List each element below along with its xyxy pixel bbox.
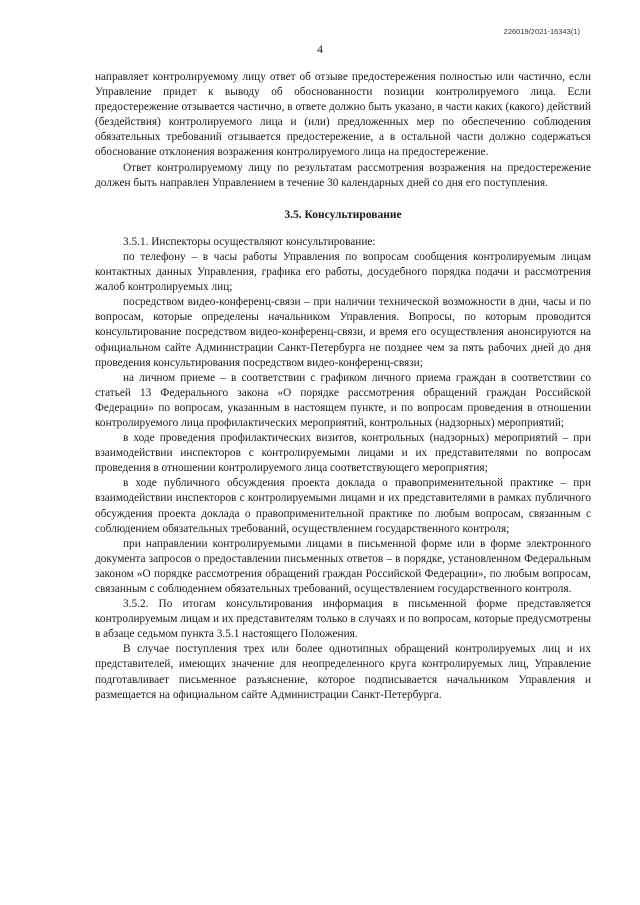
document-registration-number: 226019/2021-16343(1) bbox=[503, 27, 580, 36]
document-body bbox=[95, 70, 591, 703]
paragraph-video-conference: посредством видео-конференц-связи – при наличии технической возможности в дни, часы и по вопросам, которые определены начальником Управления. Вопросы, по которым проводится консультирование посредством видео-конференц-связи, и время его осуществления анонсируются на официальном сайте Администрации Санкт-Петербурга не позднее чем за пять рабочих дней до дня проведения консультирования посредством видео-конференц-связи; bbox=[95, 296, 591, 369]
paragraph-intro-continuation: направляет контролируемому лицу ответ об отзыве предостережения полностью или частично, если Управление придет к выводу об обоснованности позиции контролируемого лица. Если предостережение отзывается частично, в ответе должно быть указано, в части каких (какого) действий (бездействия) контролируемого лица и (или) предложенных мер по обеспечению соблюдения обязательных требований отзывается предостережение, а в остальной части должно содержаться обоснование отклонения возражения контролируемого лица на предостережение. bbox=[95, 71, 591, 159]
paragraph-3-5-1: 3.5.1. Инспекторы осуществляют консультирование: bbox=[123, 235, 376, 248]
section-heading: 3.5. Консультирование bbox=[284, 208, 402, 221]
paragraph-written-requests: при направлении контролируемыми лицами в письменной форме или в форме электронного документа запросов о предоставлении письменных ответов – в порядке, установленном Федеральным законом «О порядке рассмотрения обращений граждан Российской Федерации», по любым вопросам, связанным с соблюдением обязательных требований, осуществлением государственного контроля. bbox=[95, 537, 591, 595]
paragraph-personal-reception: на личном приеме – в соответствии с графиком личного приема граждан в соответствии со статьей 13 Федерального закона «О порядке рассмотрения обращений граждан Российской Федерации» по вопросам, указанным в настоящем пункте, и по вопросам проведения в отношении контролируемого лица профилактических мероприятий, контрольных (надзорных) мероприятий; bbox=[95, 371, 591, 429]
paragraph-by-phone: по телефону – в часы работы Управления по вопросам сообщения контролируемым лицам контактных данных Управления, графика его работы, досудебного порядка подачи и рассмотрения жалоб контролируемых лиц; bbox=[95, 250, 591, 294]
paragraph-similar-appeals: В случае поступления трех или более однотипных обращений контролируемых лиц и их представителей, имеющих значение для неопределенного круга контролируемых лиц, Управление подготавливает письменное разъяснение, которое подписывается начальником Управления и размещается на официальном сайте Администрации Санкт-Петербурга. bbox=[95, 643, 591, 701]
paragraph-public-discussion: в ходе публичного обсуждения проекта доклада о правоприменительной практике – при взаимодействии инспекторов с контролируемыми лицами и их представителями в рамках публичного обсуждения проекта доклада о правоприменительной практике по любым вопросам, связанным с соблюдением обязательных требований, осуществлением государственного контроля; bbox=[95, 477, 591, 535]
paragraph-response-deadline: Ответ контролируемому лицу по результатам рассмотрения возражения на предостережение должен быть направлен Управлением в течение 30 календарных дней со дня его поступления. bbox=[95, 161, 591, 189]
paragraph-preventive-visits: в ходе проведения профилактических визитов, контрольных (надзорных) мероприятий – при взаимодействии инспекторов с контролируемыми лицами и их представителями по вопросам проведения в отношении контролируемого лица соответствующего мероприятия; bbox=[95, 432, 591, 475]
paragraph-3-5-2: 3.5.2. По итогам консультирования информация в письменной форме представляется контролируемым лицам и их представителям только в случаях и по вопросам, которые предусмотрены в абзаце седьмом пункта 3.5.1 настоящего Положения. bbox=[95, 598, 591, 641]
page-number: 4 bbox=[317, 42, 323, 56]
